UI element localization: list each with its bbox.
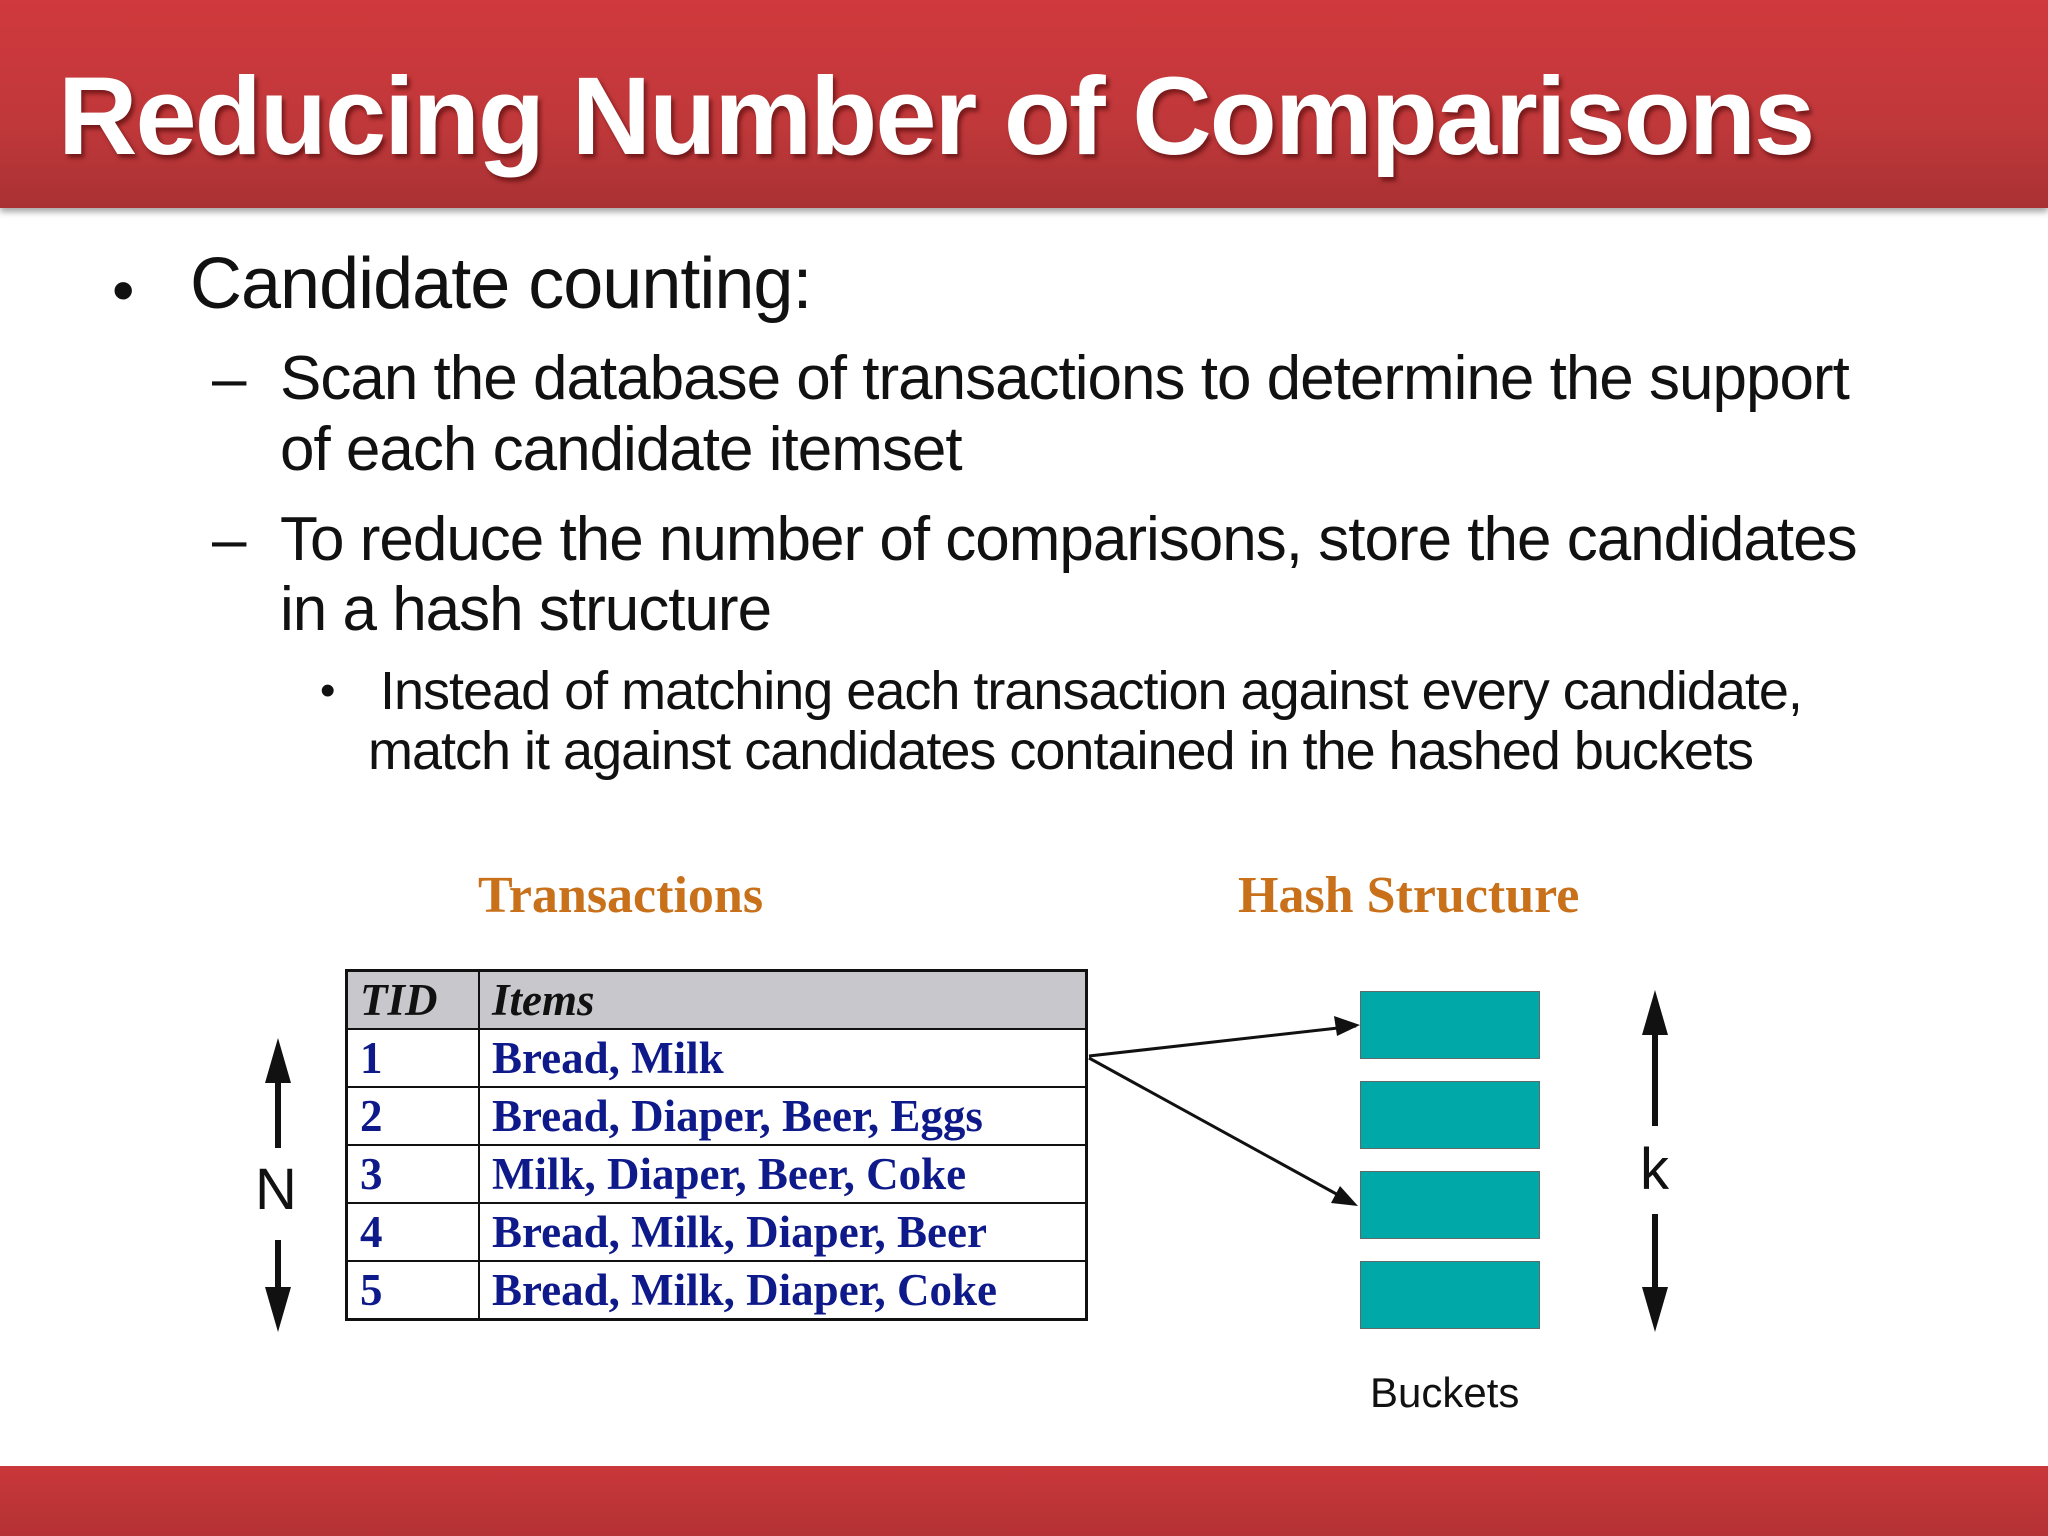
bullet-instead-line2: match it against candidates contained in the hashed buckets	[368, 721, 1753, 781]
title-bar	[0, 0, 2048, 208]
hash-bucket	[1360, 1171, 1540, 1239]
k-label: k	[1640, 1137, 1669, 1202]
arrowhead-icon	[1334, 1016, 1360, 1036]
transactions-heading: Transactions	[478, 867, 764, 924]
header-items: Items	[479, 971, 1087, 1030]
tid-cell: 4	[347, 1203, 480, 1261]
footer-bar	[0, 1466, 2048, 1536]
buckets-label: Buckets	[1370, 1369, 1520, 1416]
slide-title: Reducing Number of Comparisons	[58, 55, 1814, 178]
tid-cell: 5	[347, 1261, 480, 1320]
table-row	[347, 1203, 1087, 1261]
hash-bucket	[1360, 1261, 1540, 1329]
tid-cell: 3	[347, 1145, 480, 1203]
hash-arrow-to-bucket-1	[1089, 1026, 1356, 1056]
items-cell: Milk, Diaper, Beer, Coke	[479, 1145, 1087, 1203]
items-cell: Bread, Milk	[479, 1029, 1087, 1087]
hash-structure-heading: Hash Structure	[1238, 867, 1580, 924]
dash-bullet-icon: –	[212, 344, 247, 413]
hash-arrow-to-bucket-3	[1089, 1058, 1340, 1196]
transactions-table	[345, 969, 1088, 1321]
bullet-reduce-line2: in a hash structure	[280, 575, 772, 644]
bullet-candidate-counting: Candidate counting:	[190, 244, 812, 324]
items-cell: Bread, Diaper, Beer, Eggs	[479, 1087, 1087, 1145]
table-row	[347, 1261, 1087, 1320]
tid-cell: 1	[347, 1029, 480, 1087]
items-cell: Bread, Milk, Diaper, Beer	[479, 1203, 1087, 1261]
table-header-row	[347, 971, 1087, 1030]
dash-bullet-icon: –	[212, 505, 247, 574]
bullet-reduce-line1: To reduce the number of comparisons, store the candidates	[280, 505, 1857, 574]
bullet-dot-icon: •	[320, 666, 336, 715]
hash-bucket	[1360, 991, 1540, 1059]
table-row	[347, 1145, 1087, 1203]
n-label: N	[255, 1157, 297, 1222]
items-cell: Bread, Milk, Diaper, Coke	[479, 1261, 1087, 1320]
hash-bucket	[1360, 1081, 1540, 1149]
bullet-scan-line1: Scan the database of transactions to determine the support	[280, 344, 1849, 413]
tid-cell: 2	[347, 1087, 480, 1145]
arrowhead-icon	[1331, 1186, 1358, 1206]
header-tid: TID	[347, 971, 480, 1030]
table-row	[347, 1029, 1087, 1087]
bullet-dot-icon: •	[112, 254, 135, 326]
table-row	[347, 1087, 1087, 1145]
bullet-instead-line1: Instead of matching each transaction against every candidate,	[380, 661, 1802, 721]
bullet-scan-line2: of each candidate itemset	[280, 415, 962, 484]
